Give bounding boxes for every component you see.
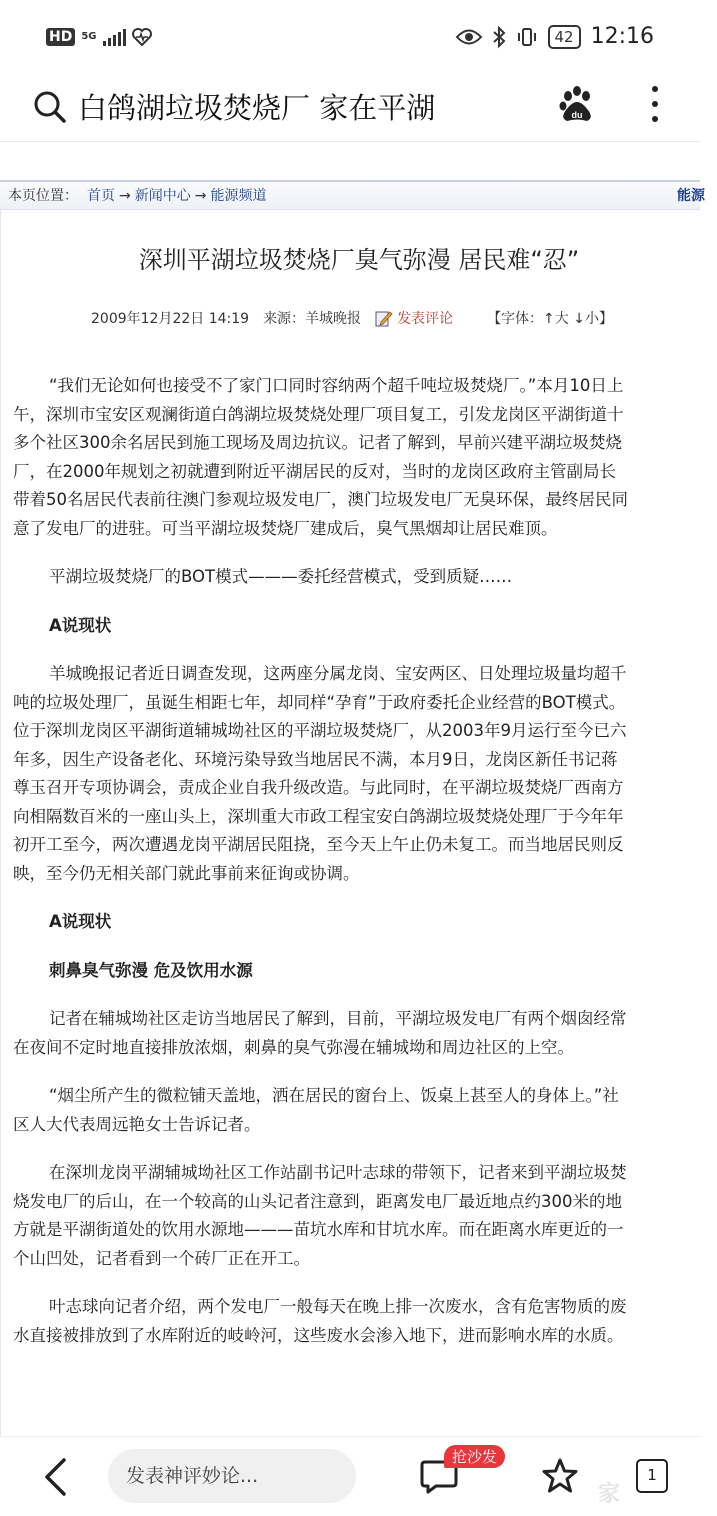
paragraph-line: 烧发电厂的后山，在一个较高的山头记者注意到，距离发电厂最近地点约300米的地 [13,1191,622,1211]
article-meta [91,308,613,328]
paragraph-line: 区人大代表周远艳女士告诉记者。 [13,1114,261,1134]
article-subheading: A说现状 [49,912,112,931]
paragraph-line: 羊城晚报记者近日调查发现，这两座分属龙岗、宝安两区、日处理垃圾量均超千 [49,664,627,683]
article [0,210,700,1436]
paragraph-line: 吨的垃圾处理厂，虽诞生相距七年，却同样“孕育”于政府委托企业经营的BOT模式。 [13,692,626,712]
paragraph-line: 平湖垃圾焚烧厂的BOT模式———委托经营模式，受到质疑…… [49,567,513,586]
paragraph-line: 位于深圳龙岗区平湖街道辅城坳社区的平湖垃圾焚烧厂，从2003年9月运行至今已六 [13,721,627,740]
health-icon [132,28,152,46]
paragraph-line: 尊玉召开专项协调会，责成企业自我升级改造。与此同时，在平湖垃圾焚烧厂西南方 [13,778,624,797]
paragraph-line: 厂，在2000年规划之初就遭到附近平湖居民的反对，当时的龙岗区政府主管副局长 [13,461,616,481]
bluetooth-icon [492,26,506,48]
article-paragraph [13,563,713,592]
breadcrumb-news-center[interactable]: 新闻中心 [134,188,191,204]
article-paragraph [13,1293,713,1350]
article-subheading: A说现状 [49,615,112,635]
paragraph-line: 方就是平湖街道处的饮用水源地———苗坑水库和甘坑水库。而在距离水库更近的一 [13,1220,624,1239]
back-arrow-icon[interactable] [42,1457,68,1497]
paragraph-line: 多个社区300余名居民到施工现场及周边抗议。记者了解到，早前兴建平湖垃圾焚烧 [13,433,622,452]
baidu-paw-icon[interactable] [558,84,596,124]
paragraph-line: 年多，因生产设备老化、环境污染导致当地居民不满，本月9日，龙岗区新任书记蒋 [13,749,618,769]
paragraph-line: 个山凹处，记者看到一个砖厂正在开工。 [13,1248,310,1268]
eye-icon [456,28,482,46]
status-right [456,24,655,49]
battery-indicator: 42 [548,25,581,49]
article-source: 来源：羊城晚报 [263,311,362,327]
paragraph-line: “烟尘所产生的微粒铺天盖地，洒在居民的窗台上、饭桌上甚至人的身体上。”社 [49,1086,619,1105]
article-paragraph [13,1005,713,1062]
paragraph-line: 午，深圳市宝安区观澜街道白鸽湖垃圾焚烧处理厂项目复工，引发龙岗区平湖街道十 [13,404,624,424]
article-paragraph [13,1159,713,1273]
paragraph-line: 在夜间不定时地直接排放浓烟，刺鼻的臭气弥漫在辅城坳和周边社区的上空。 [13,1037,574,1057]
status-bar [0,0,700,80]
bottom-toolbar [0,1436,700,1516]
sofa-badge[interactable]: 抢沙发 [444,1445,505,1468]
article-paragraph [13,1082,713,1139]
clock: 12:16 [590,24,654,49]
search-query[interactable]: 白鸽湖垃圾焚烧厂 家在平湖 [78,91,436,125]
comment-input[interactable]: 发表神评妙论... [108,1449,356,1503]
breadcrumb-right-clipped[interactable]: 能源 [677,188,705,204]
article-title: 深圳平湖垃圾焚烧厂臭气弥漫 居民难“忍” [138,246,580,274]
paragraph-line: 初开工至今，两次遭遇龙岗平湖居民阻挠，至今天上午止仍未复工。而当地居民则反 [13,835,624,854]
svg-text:du: du [571,110,583,120]
article-date: 2009年12月22日 14:19 [91,311,250,327]
breadcrumb-label: 本页位置： [8,188,78,204]
hd-indicator: HD [46,28,75,46]
article-body [13,372,713,1370]
article-paragraph [13,372,713,543]
network-type: 5G [81,31,97,42]
vibrate-icon [516,26,538,48]
article-paragraph [13,660,713,888]
more-menu-icon[interactable] [650,86,660,122]
article-subheading: 刺鼻臭气弥漫 危及饮用水源 [49,960,253,980]
breadcrumb-energy-channel[interactable]: 能源频道 [210,188,267,204]
paragraph-line: 向相隔数百米的一座山头上，深圳重大市政工程宝安白鸽湖垃圾焚烧处理厂于今年年 [13,806,624,826]
paragraph-line: 带着50名居民代表前往澳门参观垃圾发电厂，澳门垃圾发电厂无臭环保，最终居民同 [13,490,628,509]
paragraph-line: 意了发电厂的进驻。可当平湖垃圾焚烧厂建成后，臭气黑烟却让居民难顶。 [13,518,558,538]
post-comment-link[interactable] [375,308,453,328]
tabs-count-icon[interactable]: 1 [636,1459,668,1493]
paragraph-line: 叶志球向记者介绍，两个发电厂一般每天在晚上排一次废水，含有危害物质的废 [49,1297,627,1316]
search-icon[interactable] [33,90,67,124]
pencil-icon [375,309,393,327]
post-comment-label[interactable]: 发表评论 [397,311,454,327]
paragraph-line: 记者在辅城坳社区走访当地居民了解到，目前，平湖垃圾发电厂有两个烟囱经常 [49,1009,627,1028]
signal-icon [103,28,126,46]
paragraph-line: “我们无论如何也接受不了家门口同时容纳两个超千吨垃圾焚烧厂。”本月10日上 [49,376,624,395]
watermark: 家 [598,1482,621,1507]
favorite-star-icon[interactable] [541,1457,579,1495]
paragraph-line: 水直接被排放到了水库附近的岐岭河，这些废水会渗入地下，进而影响水库的水质。 [13,1325,624,1345]
breadcrumb-arrow: → [194,188,207,204]
breadcrumb-home[interactable]: 首页 [87,188,115,204]
breadcrumb-links [87,182,266,210]
paragraph-line: 在深圳龙岗平湖辅城坳社区工作站副书记叶志球的带领下，记者来到平湖垃圾焚 [49,1163,627,1182]
breadcrumb-arrow: → [119,188,131,204]
font-size-control[interactable]: 【字体：↑大 ↓小】 [487,311,613,327]
paragraph-line: 映，至今仍无相关部门就此事前来征询或协调。 [13,863,360,883]
breadcrumb [0,180,705,210]
search-bar[interactable] [0,80,700,142]
status-left [46,28,152,46]
